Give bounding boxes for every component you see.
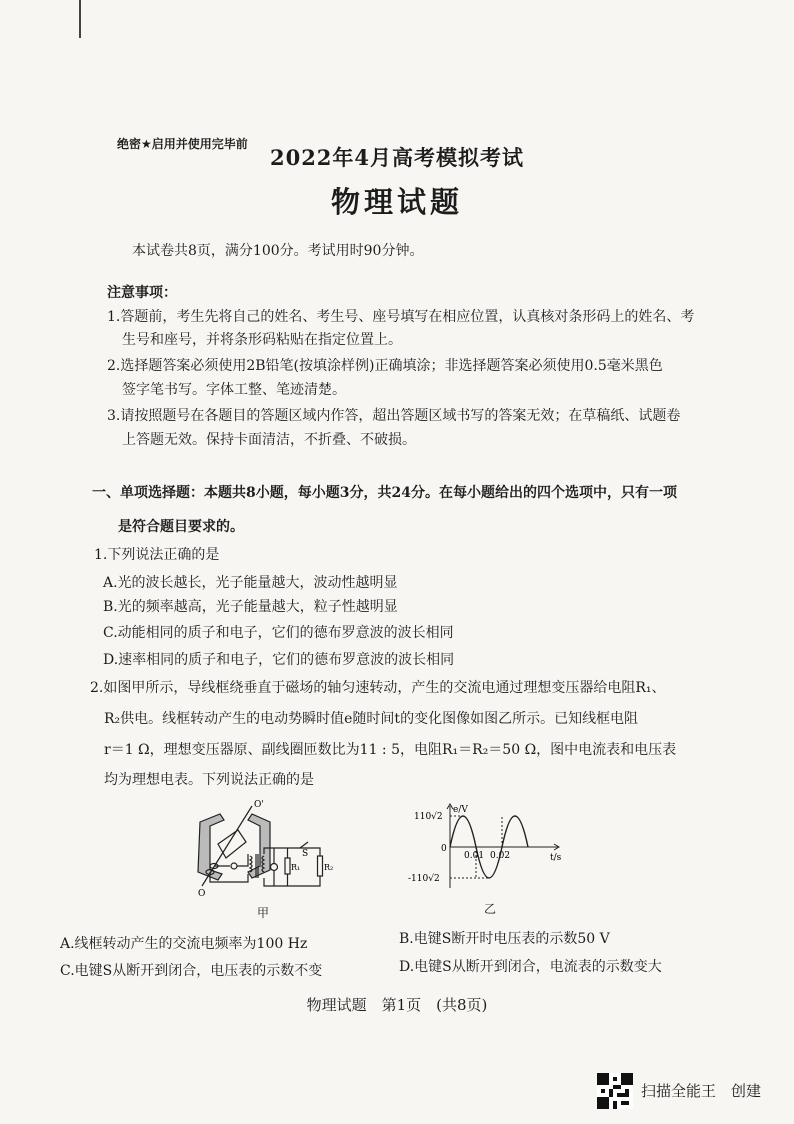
qr-code-icon <box>597 1073 633 1109</box>
secret-label: 绝密★启用并使用完毕前 <box>117 137 248 151</box>
figure-jia-r2-label: R₂ <box>324 863 334 872</box>
question-1-stem: 1.下列说法正确的是 <box>94 547 220 563</box>
notice-item-1-line-1: 1.答题前，考生先将自己的姓名、考生号、座号填写在相应位置，认真核对条形码上的姓名、考 <box>107 309 695 325</box>
page-footer: 物理试题 第1页 (共8页) <box>306 996 488 1014</box>
question-2-stem-line-3: r＝1 Ω，理想变压器原、副线圈匝数比为11 : 5，电阻R₁＝R₂＝50 Ω，图中电流表和电压表 <box>104 742 677 758</box>
section-1-heading-line-2: 是符合题目要求的。 <box>118 519 244 535</box>
question-2-option-c: C.电键S从断开到闭合，电压表的示数不变 <box>60 963 323 979</box>
figure-yi-ymin-label: -110√2 <box>408 874 440 884</box>
question-1-option-d: D.速率相同的质子和电子，它们的德布罗意波的波长相同 <box>103 652 455 668</box>
question-2-option-d: D.电键S从断开到闭合，电流表的示数变大 <box>399 959 662 975</box>
scanner-watermark: 扫描全能王 创建 <box>641 1082 762 1100</box>
figure-jia-axis-bottom-label: O <box>198 889 206 899</box>
question-1-option-b: B.光的频率越高，光子能量越大，粒子性越明显 <box>103 599 398 615</box>
figure-jia-axis-top-label: O' <box>254 800 264 810</box>
question-2-option-b: B.电键S断开时电压表的示数50 V <box>399 931 610 947</box>
notice-item-1-line-2: 生号和座号，并将条形码粘贴在指定位置上。 <box>122 332 402 348</box>
figure-jia-switch-label: S <box>302 849 309 859</box>
question-1-option-c: C.动能相同的质子和电子，它们的德布罗意波的波长相同 <box>103 625 454 641</box>
question-2-stem-line-2: R₂供电。线框转动产生的电动势瞬时值e随时间t的变化图像如图乙所示。已知线框电阻 <box>104 711 639 727</box>
figure-yi-x-axis-label: t/s <box>550 853 562 863</box>
notice-heading: 注意事项： <box>107 285 177 301</box>
notice-item-3-line-1: 3.请按照题号在各题目的答题区域内作答，超出答题区域书写的答案无效；在草稿纸、试题卷 <box>107 408 681 424</box>
figure-yi-emf-graph <box>378 800 568 892</box>
section-1-heading-line-1: 一、单项选择题：本题共8小题，每小题3分，共24分。在每小题给出的四个选项中，只有一项 <box>92 485 677 501</box>
intro-text: 本试卷共8页，满分100分。考试用时90分钟。 <box>132 243 424 259</box>
figure-jia-caption: 甲 <box>257 906 270 920</box>
subject-title: 物理试题 <box>330 185 463 219</box>
question-2-stem-line-1: 2.如图甲所示，导线框绕垂直于磁场的轴匀速转动，产生的交流电通过理想变压器给电阻R₁、 <box>90 680 666 696</box>
figure-jia-r1-label: R₁ <box>291 863 301 872</box>
question-1-option-a: A.光的波长越长，光子能量越大，波动性越明显 <box>103 575 398 591</box>
page-edge-mark <box>79 0 81 38</box>
figure-yi-origin-label: 0 <box>441 844 447 854</box>
notice-item-2-line-2: 签字笔书写。字体工整、笔迹清楚。 <box>122 382 346 398</box>
question-2-option-a: A.线框转动产生的交流电频率为100 Hz <box>60 936 308 952</box>
figure-yi-caption: 乙 <box>484 902 497 916</box>
notice-item-3-line-2: 上答题无效。保持卡面清洁，不折叠、不破损。 <box>122 432 416 448</box>
figure-jia-generator-circuit <box>190 800 340 918</box>
question-2-stem-line-4: 均为理想电表。下列说法正确的是 <box>104 772 314 788</box>
figure-yi-y-axis-label: e/V <box>453 805 468 815</box>
exam-title: 2022年4月高考模拟考试 <box>269 145 525 170</box>
figure-yi-ymax-label: 110√2 <box>414 812 443 822</box>
figure-yi-t2-label: 0.02 <box>490 851 511 861</box>
notice-item-2-line-1: 2.选择题答案必须使用2B铅笔(按填涂样例)正确填涂；非选择题答案必须使用0.5毫米黑色 <box>107 358 663 374</box>
figure-yi-t1-label: 0.01 <box>464 851 485 861</box>
